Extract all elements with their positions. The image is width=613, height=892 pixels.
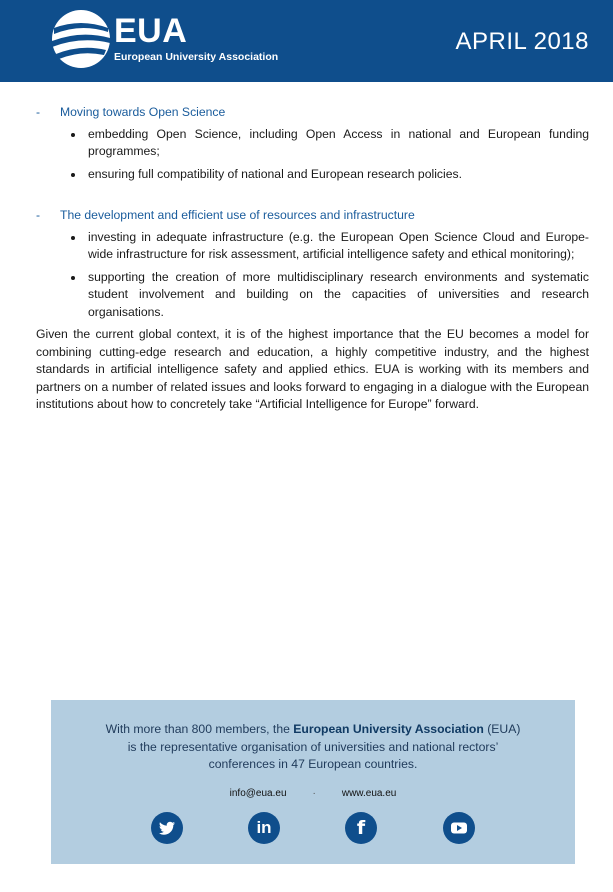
bullet-list bbox=[36, 126, 589, 184]
contact-separator: · bbox=[312, 788, 316, 799]
bullet-dot-icon bbox=[71, 236, 75, 240]
social-links bbox=[151, 812, 475, 844]
bullet-dot-icon bbox=[71, 173, 75, 177]
list-item bbox=[68, 229, 589, 264]
footer-text-start: With more than 800 members, the bbox=[105, 722, 294, 736]
youtube-icon[interactable] bbox=[443, 812, 475, 844]
list-item-text: supporting the creation of more multidisciplinary research environments and systematic student involvement and building on the capacities of universities and research organisations. bbox=[88, 269, 589, 319]
twitter-icon[interactable] bbox=[151, 812, 183, 844]
footer-text-end: (EUA) is the representative organisation of universities and national rectors’ conferences in 47 European countries. bbox=[127, 722, 521, 771]
list-item bbox=[68, 269, 589, 322]
main-content bbox=[36, 104, 589, 414]
bullet-dot-icon bbox=[71, 276, 75, 280]
website-link[interactable]: www.eua.eu bbox=[341, 788, 397, 799]
section-dash: - bbox=[36, 105, 41, 119]
eua-globe-logo-icon bbox=[50, 8, 112, 70]
logo-subtitle: European University Association bbox=[114, 51, 279, 63]
logo-wordmark: EUA bbox=[114, 12, 188, 50]
footer-box bbox=[51, 700, 575, 864]
list-item-text: investing in adequate infrastructure (e.g. the European Open Science Cloud and Europe-wide infrastructure for risk assessment, artificial intelligence safety and ethical monitoring); bbox=[88, 229, 589, 261]
section-dash: - bbox=[36, 208, 41, 222]
twitter-bird-icon bbox=[151, 812, 183, 844]
list-item bbox=[68, 166, 589, 184]
bullet-list bbox=[36, 229, 589, 322]
linkedin-icon[interactable]: in bbox=[248, 812, 280, 844]
list-item-text: embedding Open Science, including Open Access in national and European funding programmes; bbox=[88, 126, 589, 158]
email-link[interactable]: info@eua.eu bbox=[229, 788, 287, 799]
bullet-dot-icon bbox=[71, 133, 75, 137]
list-item-text: ensuring full compatibility of national and European research policies. bbox=[88, 166, 462, 181]
body-paragraph: Given the current global context, it is of the highest importance that the EU becomes a model for combining cutting-edge research and education, a highly competitive industry, and the highest standards in artificial intelligence safety and applied ethics. EUA is working with its members and partners on a number of related issues and looks forward to engaging in a dialogue with the European institutions about how to concretely take “Artificial Intelligence for Europe” forward. bbox=[36, 327, 589, 411]
footer-description bbox=[101, 721, 525, 774]
footer-org-name: European University Association bbox=[293, 722, 484, 736]
list-item bbox=[68, 126, 589, 161]
facebook-icon[interactable]: f bbox=[345, 812, 377, 844]
section-title-text: Moving towards Open Science bbox=[60, 105, 226, 119]
section-title-open-science bbox=[36, 104, 589, 122]
page-header bbox=[0, 0, 613, 82]
youtube-play-icon bbox=[443, 812, 475, 844]
footer-contacts bbox=[51, 788, 575, 799]
section-title-text: The development and efficient use of resources and infrastructure bbox=[60, 208, 415, 222]
publication-date: APRIL 2018 bbox=[455, 28, 589, 55]
section-title-infrastructure bbox=[36, 207, 589, 225]
